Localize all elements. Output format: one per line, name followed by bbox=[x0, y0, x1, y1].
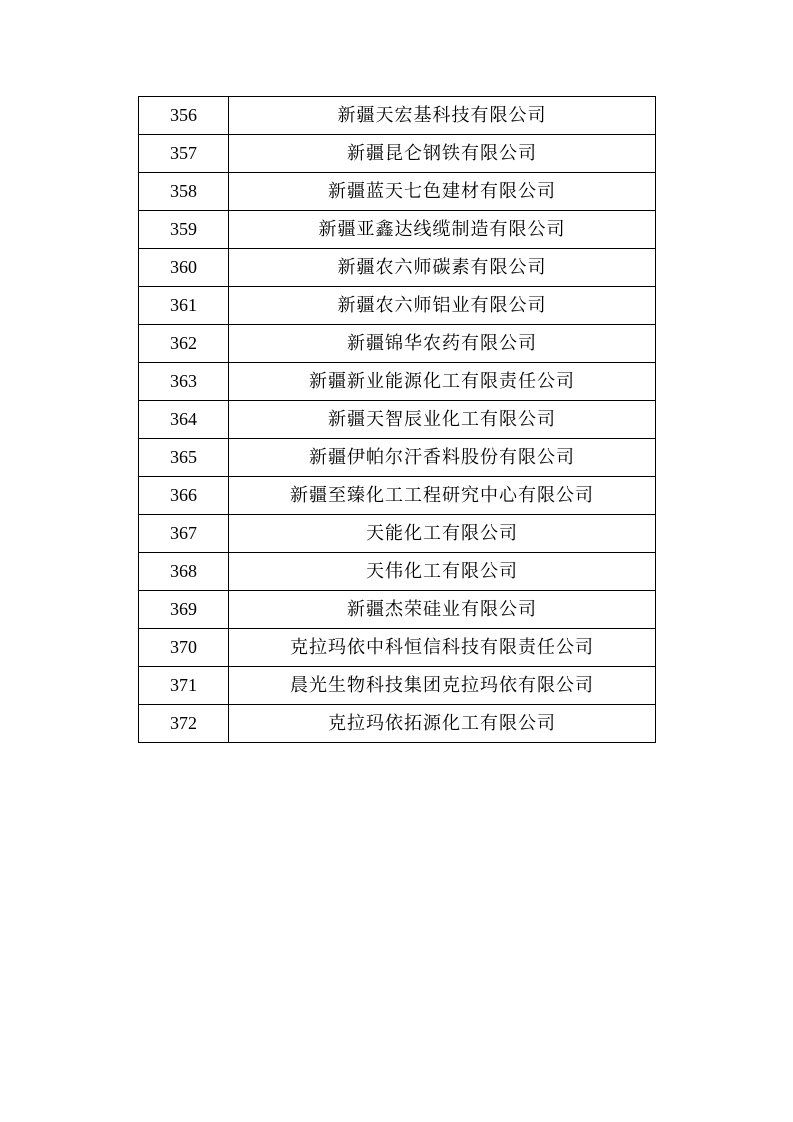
company-name-cell: 克拉玛依拓源化工有限公司 bbox=[229, 705, 656, 743]
table-row bbox=[139, 553, 656, 591]
table-body bbox=[139, 97, 656, 743]
company-name-cell: 新疆农六师碳素有限公司 bbox=[229, 249, 656, 287]
row-number-cell: 369 bbox=[139, 591, 229, 629]
row-number-cell: 360 bbox=[139, 249, 229, 287]
company-name-cell: 新疆新业能源化工有限责任公司 bbox=[229, 363, 656, 401]
table-row bbox=[139, 211, 656, 249]
row-number-cell: 359 bbox=[139, 211, 229, 249]
row-number-cell: 358 bbox=[139, 173, 229, 211]
row-number-cell: 368 bbox=[139, 553, 229, 591]
table-row bbox=[139, 591, 656, 629]
row-number-cell: 364 bbox=[139, 401, 229, 439]
company-name-cell: 天伟化工有限公司 bbox=[229, 553, 656, 591]
company-name-cell: 天能化工有限公司 bbox=[229, 515, 656, 553]
table-row bbox=[139, 667, 656, 705]
company-name-cell: 新疆伊帕尔汗香料股份有限公司 bbox=[229, 439, 656, 477]
table-row bbox=[139, 515, 656, 553]
row-number-cell: 372 bbox=[139, 705, 229, 743]
table-row bbox=[139, 97, 656, 135]
company-name-cell: 新疆昆仑钢铁有限公司 bbox=[229, 135, 656, 173]
table-row bbox=[139, 325, 656, 363]
table-row bbox=[139, 439, 656, 477]
table-row bbox=[139, 705, 656, 743]
row-number-cell: 367 bbox=[139, 515, 229, 553]
row-number-cell: 357 bbox=[139, 135, 229, 173]
table-row bbox=[139, 629, 656, 667]
table-row bbox=[139, 135, 656, 173]
table-row bbox=[139, 477, 656, 515]
table-row bbox=[139, 173, 656, 211]
company-name-cell: 晨光生物科技集团克拉玛依有限公司 bbox=[229, 667, 656, 705]
company-name-cell: 新疆至臻化工工程研究中心有限公司 bbox=[229, 477, 656, 515]
table-row bbox=[139, 363, 656, 401]
company-name-cell: 新疆亚鑫达线缆制造有限公司 bbox=[229, 211, 656, 249]
row-number-cell: 361 bbox=[139, 287, 229, 325]
company-name-cell: 克拉玛依中科恒信科技有限责任公司 bbox=[229, 629, 656, 667]
company-name-cell: 新疆天智辰业化工有限公司 bbox=[229, 401, 656, 439]
company-list-table bbox=[138, 96, 656, 743]
table-row bbox=[139, 401, 656, 439]
company-name-cell: 新疆杰荣硅业有限公司 bbox=[229, 591, 656, 629]
company-name-cell: 新疆蓝天七色建材有限公司 bbox=[229, 173, 656, 211]
row-number-cell: 370 bbox=[139, 629, 229, 667]
company-name-cell: 新疆农六师铝业有限公司 bbox=[229, 287, 656, 325]
row-number-cell: 356 bbox=[139, 97, 229, 135]
row-number-cell: 365 bbox=[139, 439, 229, 477]
company-name-cell: 新疆天宏基科技有限公司 bbox=[229, 97, 656, 135]
table-row bbox=[139, 287, 656, 325]
row-number-cell: 362 bbox=[139, 325, 229, 363]
table-row bbox=[139, 249, 656, 287]
row-number-cell: 366 bbox=[139, 477, 229, 515]
row-number-cell: 371 bbox=[139, 667, 229, 705]
row-number-cell: 363 bbox=[139, 363, 229, 401]
company-name-cell: 新疆锦华农药有限公司 bbox=[229, 325, 656, 363]
